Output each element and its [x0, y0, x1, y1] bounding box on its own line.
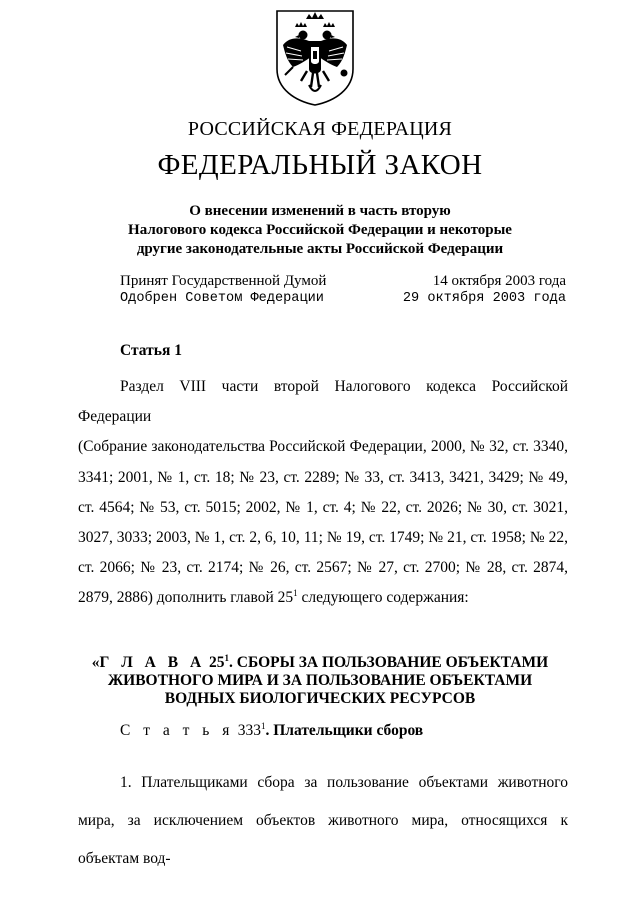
- chapter-label: Г Л А В А: [99, 654, 206, 671]
- paragraph-text: 1. Плательщиками сбора за пользование объектами животного мира, за исключением объектов животного мира, относящихся к объектам вод-: [78, 774, 568, 867]
- coat-of-arms-icon: [273, 7, 357, 107]
- chapter-title: . СБОРЫ ЗА ПОЛЬЗОВАНИЕ ОБЪЕКТАМИ: [229, 654, 549, 671]
- country-name: РОССИЙСКАЯ ФЕДЕРАЦИЯ: [187, 118, 453, 140]
- article-title: . Плательщики сборов: [265, 722, 424, 739]
- adoption-date: 29 октября 2003 года: [402, 291, 566, 306]
- adoption-row-council: [120, 291, 566, 309]
- law-subject: [0, 202, 640, 259]
- law-type-title: ФЕДЕРАЛЬНЫЙ ЗАКОН: [157, 149, 483, 181]
- law-subject-line: О внесении изменений в часть вторую: [189, 203, 451, 219]
- article-333-paragraph: [78, 764, 568, 878]
- chapter-superscript: 1: [293, 588, 298, 599]
- article-1-lead: Раздел VIII части второй Налогового кодекса Российской Федерации: [78, 378, 568, 426]
- article-1-heading: Статья 1: [120, 342, 182, 359]
- chapter-heading-line: ЖИВОТНОГО МИРА И ЗА ПОЛЬЗОВАНИЕ ОБЪЕКТАМИ: [107, 672, 533, 689]
- article-1-text-main: (Собрание законодательства Российской Федерации, 2000, № 32, ст. 3340, 3341; 2001, № 1, ст. 18; № 23, ст. 2289; № 33, ст. 3413, 3421, 3429; № 49, ст. 4564; № 53, ст. 5015; 2002, № 1, ст. 4; № 22, ст. 2026; № 30, ст. 3021, 3027, 3033; 2003, № 1, ст. 2, 6, 10, 11; № 19, ст. 1749; № 21, ст. 1958; № 22, ст. 2066; № 23, ст. 2174; № 26, ст. 2567; № 27, ст. 2700; № 28, ст. 2874, 2879, 2886) дополнить главой 25: [78, 438, 568, 607]
- article-number: 333: [237, 722, 261, 739]
- law-subject-line: другие законодательные акты Российской Федерации: [136, 241, 504, 257]
- chapter-number-superscript: 1: [224, 652, 230, 663]
- article-1-text-tail: следующего содержания:: [297, 589, 469, 607]
- chapter-heading-line: [0, 654, 640, 672]
- adoption-row-duma: [120, 273, 566, 291]
- article-333-heading: [120, 722, 423, 740]
- adoption-label: Принят Государственной Думой: [120, 273, 327, 289]
- article-1-text: [78, 432, 568, 613]
- adoption-label: Одобрен Советом Федерации: [120, 291, 324, 306]
- article-number-superscript: 1: [260, 720, 266, 731]
- adoption-date: 14 октября 2003 года: [432, 273, 566, 289]
- chapter-quote: «: [91, 654, 100, 671]
- article-label: С т а т ь я: [120, 722, 234, 739]
- chapter-heading-line: ВОДНЫХ БИОЛОГИЧЕСКИХ РЕСУРСОВ: [164, 690, 476, 707]
- adoption-block: [120, 273, 566, 309]
- chapter-heading: [0, 654, 640, 708]
- article-1-body: [78, 372, 568, 614]
- chapter-number: 25: [209, 654, 225, 671]
- law-subject-line: Налогового кодекса Российской Федерации и некоторые: [128, 222, 512, 238]
